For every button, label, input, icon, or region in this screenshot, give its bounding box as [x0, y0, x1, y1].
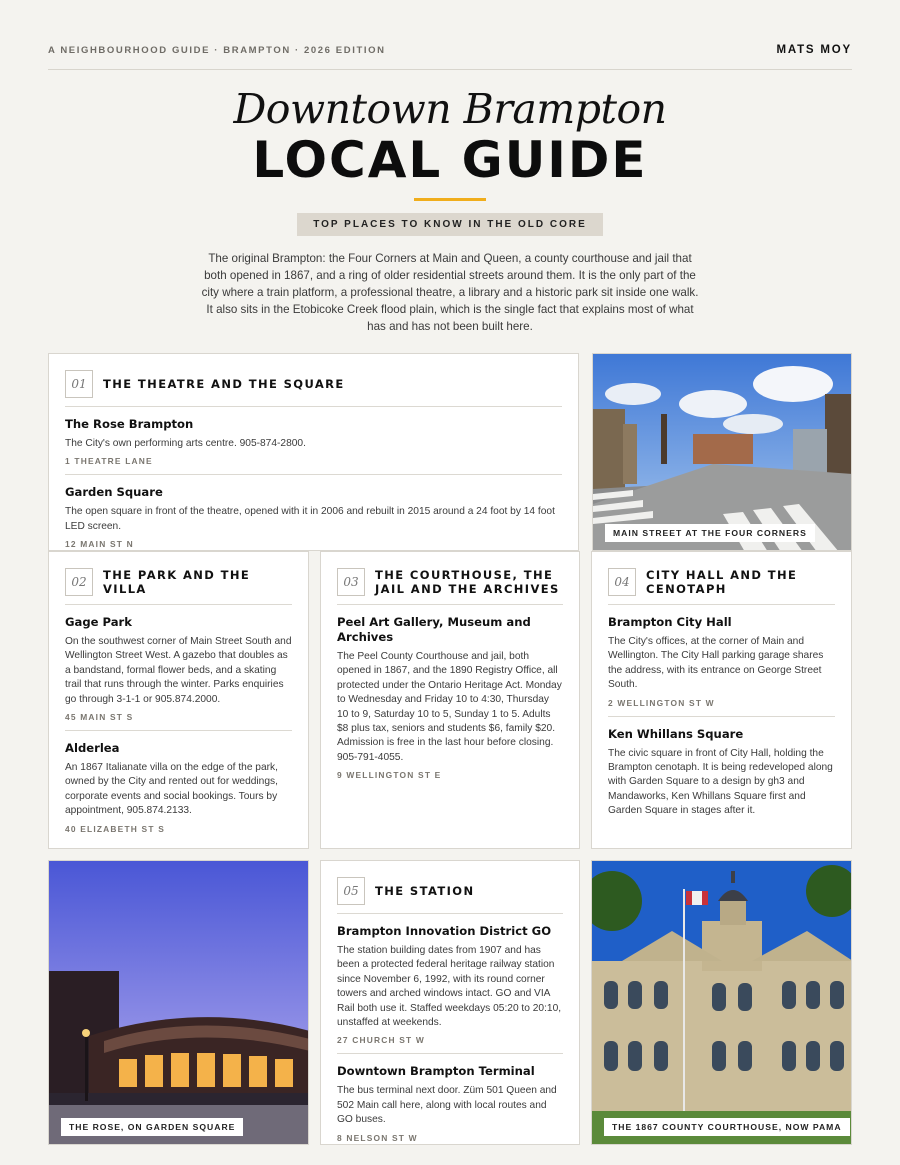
place-description: An 1867 Italianate villa on the edge of the park, owned by the City and rented out for weddings, corporate events and social bookings. Tours by appointment, 905.874.2133. — [65, 762, 278, 817]
place-entry — [337, 605, 563, 788]
section-title: THE STATION — [375, 884, 475, 898]
section-header — [608, 568, 835, 605]
place-description: The Peel County Courthouse and jail, both opened in 1867, and the 1890 Registry Office, all protected under the Ontario Heritage Act. Monday to Wednesday and Friday 10 to 4:30, Thursday 10 to 9, Saturday 10 to 5, Sunday 1 to 5. Adults $8 plus tax, seniors and students $6, family $20. Admission is free in the last hour before closing. 905-791-4055. — [337, 651, 562, 763]
place-description: On the southwest corner of Main Street South and Wellington Street West. A gazebo that doubles as a bandstand, formal flower beds, and a skating trail that runs through the winter. Parks enquiries go through 3-1-1 or 905.874.2000. — [65, 636, 292, 705]
place-name: Garden Square — [65, 485, 163, 500]
place-name: Ken Whillans Square — [608, 726, 744, 741]
section-number: 03 — [337, 568, 365, 596]
section-card-02 — [48, 551, 309, 849]
place-entry — [608, 605, 835, 717]
photo-four-corners — [592, 353, 852, 551]
place-description: The open square in front of the theatre, opened with it in 2006 and rebuilt in 2015 around a 24 foot by 14 foot LED screen. — [65, 506, 555, 532]
street-illustration — [593, 354, 852, 551]
section-card-04 — [591, 551, 852, 849]
place-entry — [337, 1054, 563, 1150]
place-description: The bus terminal next door. Züm 501 Queen and 502 Main call here, along with local routes and GO buses. — [337, 1085, 557, 1126]
section-header — [65, 568, 292, 605]
section-card-03 — [320, 551, 580, 849]
place-description: The station building dates from 1907 and has been a protected federal heritage railway station since November 6, 1992, with its round corner towers and arched windows intact. GO and VIA Rail both use it. Staffed weekdays 05:20 to 20:10, unstaffed at weekends. — [337, 945, 562, 1029]
section-title: THE PARK AND THE VILLA — [103, 568, 251, 596]
section-title: THE THEATRE AND THE SQUARE — [103, 377, 345, 391]
place-description: The City's own performing arts centre. 905-874-2800. — [65, 438, 306, 449]
place-name: Peel Art Gallery, Museum and Archives — [337, 615, 531, 644]
place-name: Brampton Innovation District GO — [337, 924, 552, 938]
photo-courthouse — [591, 860, 852, 1145]
main-title: LOCAL GUIDE — [252, 131, 648, 189]
section-title: CITY HALL AND THE CENOTAPH — [646, 568, 798, 596]
section-card-05 — [320, 860, 580, 1145]
photo-caption: MAIN STREET AT THE FOUR CORNERS — [605, 524, 815, 542]
photo-the-rose — [48, 860, 309, 1145]
top-bar — [48, 44, 852, 70]
section-number: 04 — [608, 568, 636, 596]
section-header — [337, 877, 563, 914]
place-entry — [65, 605, 292, 731]
photo-caption: THE ROSE, ON GARDEN SQUARE — [61, 1118, 243, 1136]
section-number: 02 — [65, 568, 93, 596]
section-header — [65, 370, 562, 407]
section-number: 05 — [337, 877, 365, 905]
place-entry — [65, 475, 562, 557]
section-header — [337, 568, 563, 605]
photo-caption: THE 1867 COUNTY COURTHOUSE, NOW PAMA — [604, 1118, 850, 1136]
place-address: 45 MAIN ST S — [65, 712, 134, 723]
intro-paragraph: The original Brampton: the Four Corners at Main and Queen, a county courthouse and jail that both opened in 1867, and a ring of older residential streets around them. It is the only part of the city where a train platform, a professional theatre, a library and a historic park sit inside one walk. It also sits in the Etobicoke Creek flood plain, which is the single fact that explains most of what has and has not been built here. — [201, 252, 699, 333]
place-address: 1 THEATRE LANE — [65, 456, 153, 467]
place-address: 40 ELIZABETH ST S — [65, 823, 165, 834]
accent-rule — [414, 198, 486, 201]
section-number: 01 — [65, 370, 93, 398]
place-name: Brampton City Hall — [608, 615, 732, 629]
place-address: 8 NELSON ST W — [337, 1132, 418, 1143]
place-entry — [337, 914, 563, 1054]
place-address: 9 WELLINGTON ST E — [337, 770, 442, 781]
place-description: The civic square in front of City Hall, holding the Brampton cenotaph. It is being redeveloped along with Garden Square to a design by gh3 and Mandaworks, Ken Whillans Square first and Garden Square in stages after it. — [608, 747, 833, 817]
section-card-01 — [48, 353, 579, 551]
courthouse-illustration — [592, 861, 852, 1145]
theatre-illustration — [49, 861, 309, 1145]
place-address: 2 WELLINGTON ST W — [608, 697, 715, 708]
place-name: Alderlea — [65, 741, 120, 756]
hero — [0, 84, 900, 335]
place-entry — [608, 717, 835, 827]
place-address: 27 CHURCH ST W — [337, 1035, 425, 1046]
section-title: THE COURTHOUSE, THE JAIL AND THE ARCHIVES — [375, 568, 560, 596]
place-name: The Rose Brampton — [65, 417, 194, 431]
place-name: Downtown Brampton Terminal — [337, 1064, 535, 1079]
place-name: Gage Park — [65, 615, 132, 629]
place-entry — [65, 407, 562, 475]
place-address: 12 MAIN ST N — [65, 539, 134, 550]
place-description: The City's offices, at the corner of Main and Wellington. The City Hall parking garage shares the address, with its entrance on George Street South. — [608, 636, 824, 691]
author-name: MATS MOY — [776, 44, 852, 56]
place-entry — [65, 731, 292, 842]
subtitle-tag: TOP PLACES TO KNOW IN THE OLD CORE — [297, 213, 603, 236]
guide-kicker: A NEIGHBOURHOOD GUIDE · BRAMPTON · 2026 EDITION — [48, 45, 386, 56]
script-title: Downtown Brampton — [233, 85, 667, 133]
